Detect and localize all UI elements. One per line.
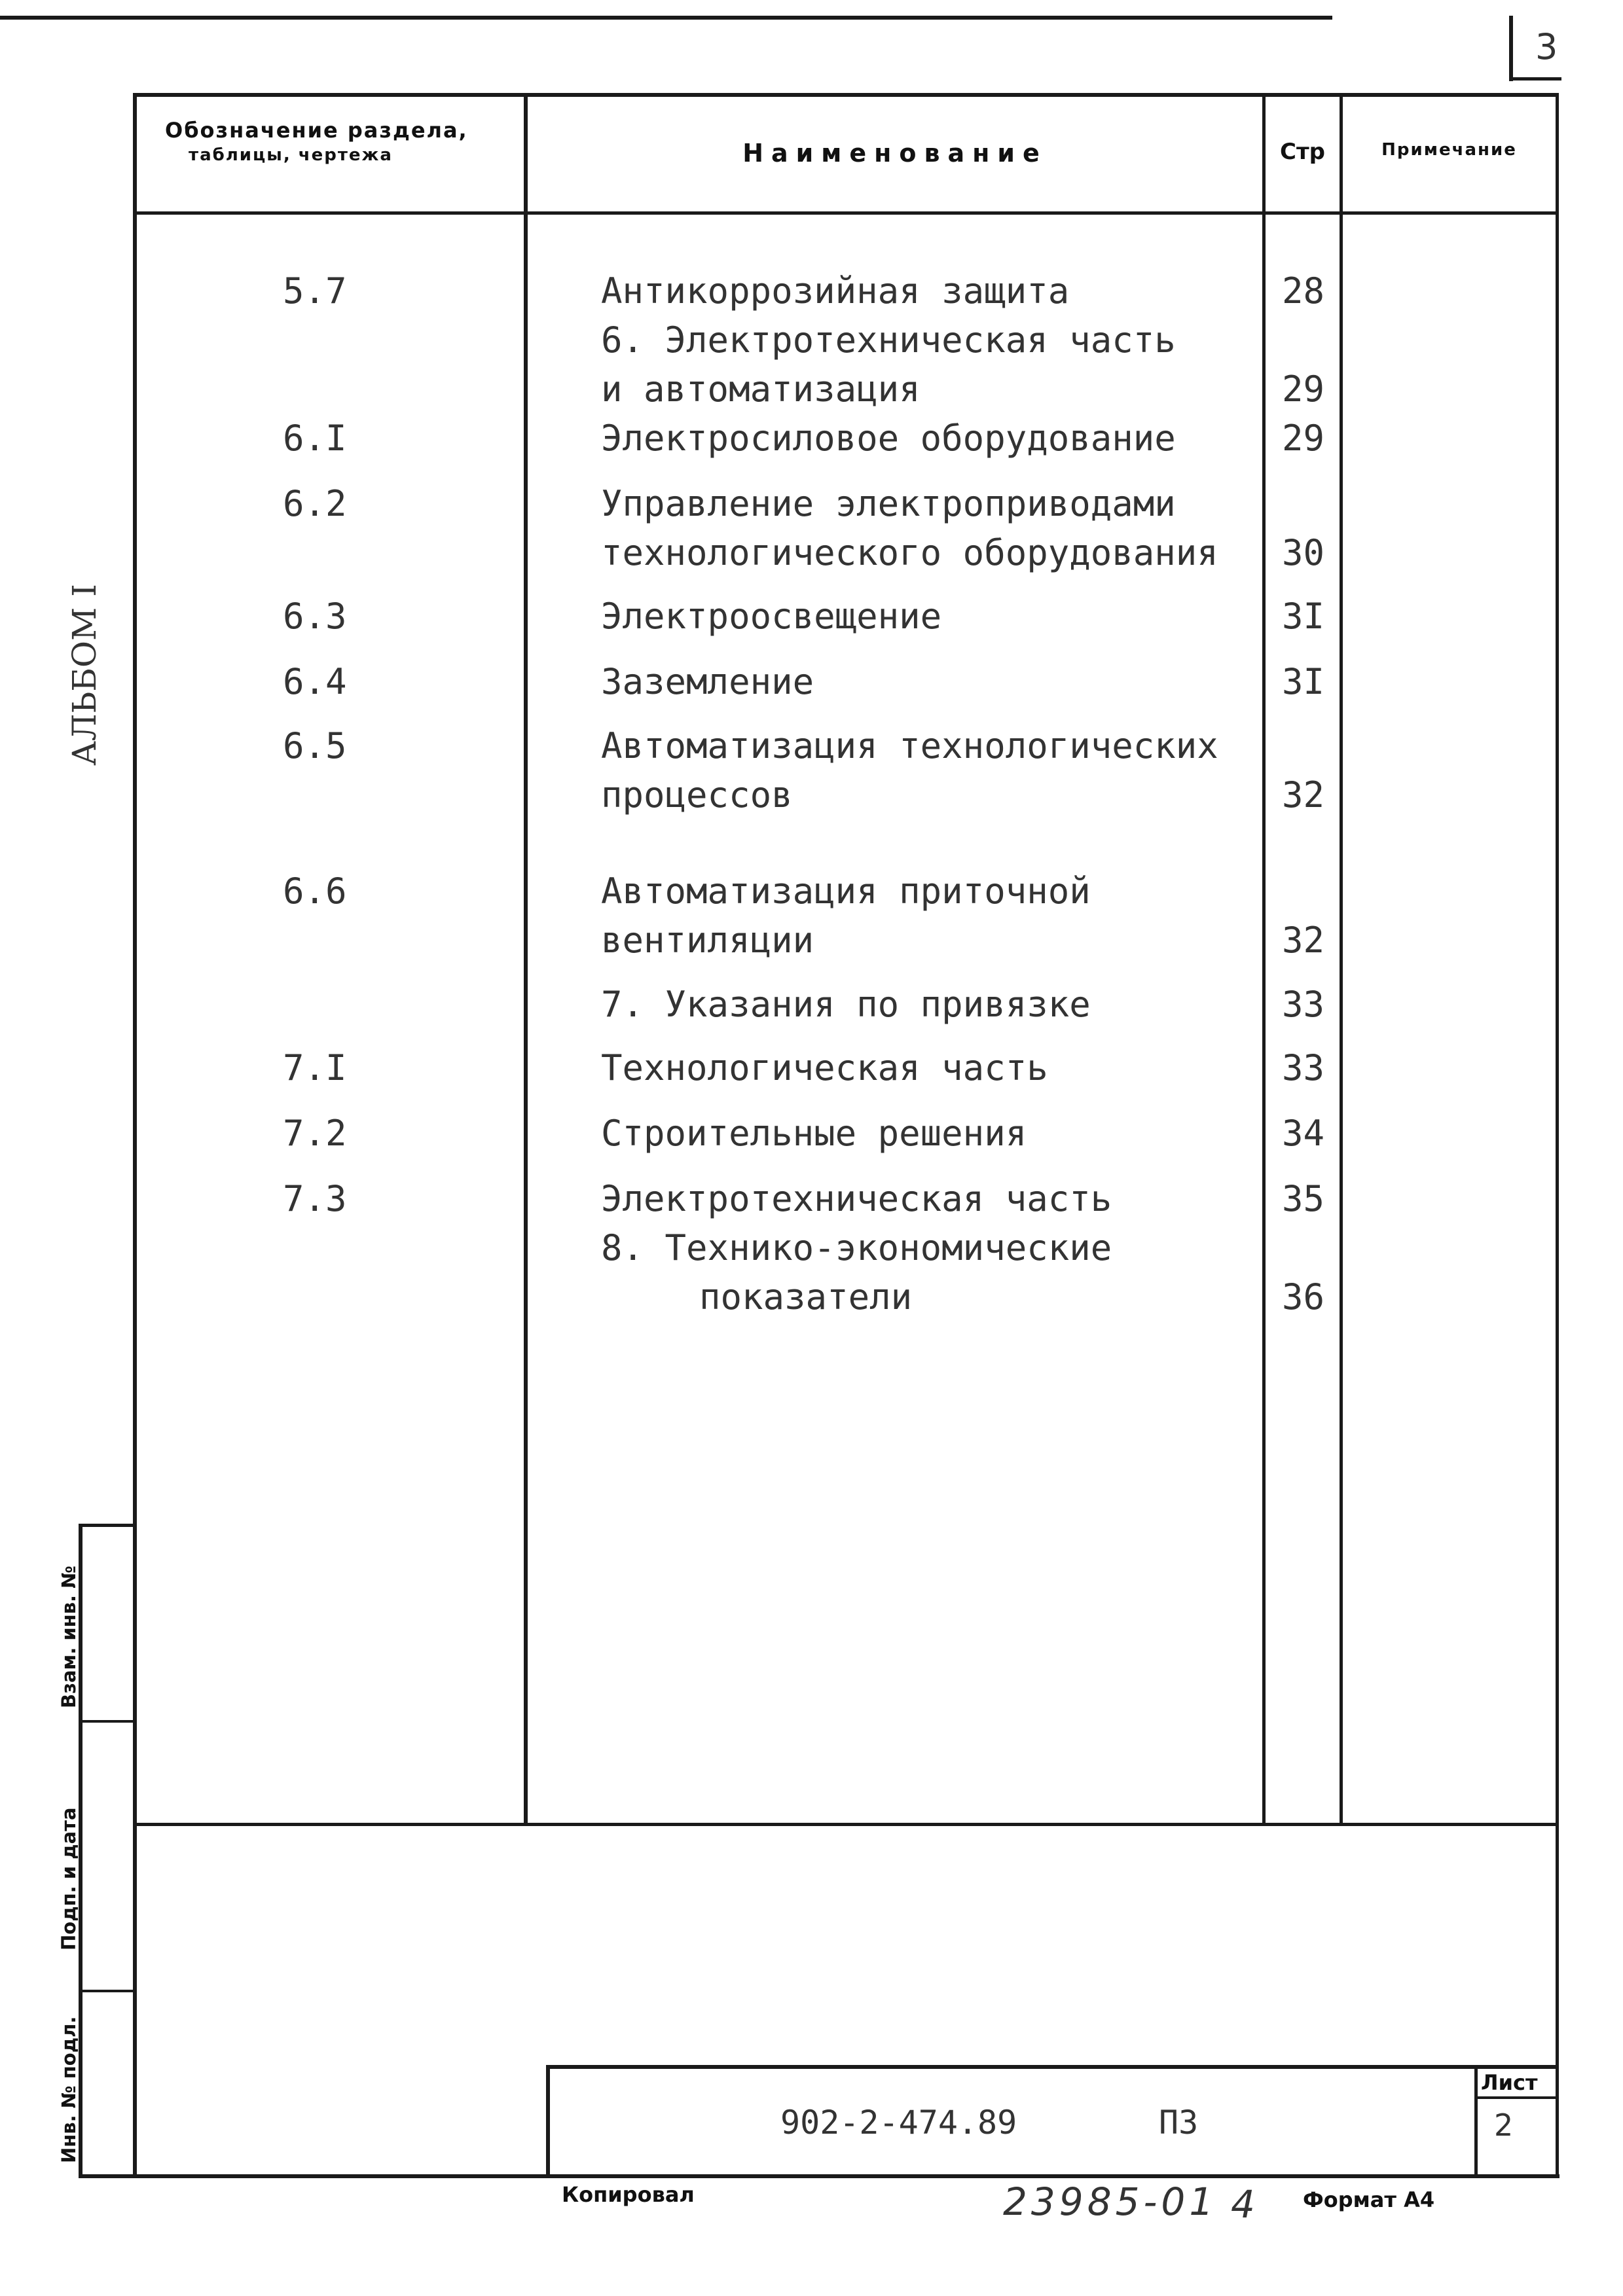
row-line: процессов	[601, 774, 793, 816]
row-line: 8. Технико-экономические	[601, 1227, 1112, 1268]
doc-type: ПЗ	[1159, 2104, 1199, 2142]
stamp-original-inventory: Инв. № подл.	[58, 2016, 80, 2163]
frame-top	[133, 93, 1558, 97]
row-code: 5.7	[283, 270, 347, 312]
row-page: 28	[1282, 270, 1325, 312]
row-page: 33	[1282, 1047, 1325, 1088]
title-block-top	[546, 2065, 1558, 2069]
sheet-label: Лист	[1481, 2070, 1538, 2095]
stamp-signature-date: Подп. и дата	[58, 1807, 80, 1950]
row-line: показатели	[699, 1276, 913, 1318]
header-designation	[165, 118, 519, 165]
title-block-sheet-left	[1474, 2065, 1478, 2176]
row-code: 6.I	[283, 418, 347, 459]
header-page: Стр	[1280, 139, 1325, 165]
row-page: 29	[1282, 368, 1325, 410]
row-line: технологического оборудования	[601, 532, 1218, 573]
row-page: 33	[1282, 984, 1325, 1025]
header-note: Примечание	[1381, 140, 1517, 160]
table-bottom-rule	[133, 1823, 1558, 1826]
row-line: Заземление	[601, 661, 814, 702]
sheet-number: 2	[1494, 2108, 1514, 2143]
row-page: 35	[1282, 1178, 1325, 1219]
col-divider-1	[524, 93, 528, 1826]
header-name: Наименование	[742, 139, 1048, 168]
row-code: 6.5	[283, 725, 347, 766]
row-code: 6.6	[283, 870, 347, 912]
header-bottom-rule	[133, 211, 1558, 215]
title-block-left	[546, 2065, 550, 2176]
row-page: 3I	[1282, 661, 1325, 702]
copied-by-label: Копировал	[562, 2182, 695, 2207]
row-line: вентиляции	[601, 920, 814, 961]
row-line: Автоматизация приточной	[601, 870, 1091, 912]
row-line: и автоматизация	[601, 368, 921, 410]
row-line: Антикоррозийная защита	[601, 270, 1070, 312]
row-code: 7.3	[283, 1178, 347, 1219]
doc-code: 902-2-474.89	[780, 2104, 1017, 2142]
row-code: 7.I	[283, 1047, 347, 1088]
top-rule	[0, 16, 1332, 20]
row-page: 30	[1282, 532, 1325, 573]
stamp-rule-1	[79, 1720, 137, 1723]
format-label: Формат А4	[1303, 2187, 1435, 2212]
page-number-underline	[1509, 77, 1561, 81]
row-page: 32	[1282, 774, 1325, 816]
frame-right	[1556, 93, 1559, 2178]
row-code: 6.2	[283, 483, 347, 524]
row-code: 7.2	[283, 1113, 347, 1154]
row-code: 6.3	[283, 596, 347, 637]
header-designation-line1: Обозначение раздела,	[165, 118, 468, 143]
row-line: Автоматизация технологических	[601, 725, 1218, 766]
stamp-rule-2	[79, 1990, 137, 1992]
page-number-rule	[1509, 16, 1513, 81]
row-line: Технологическая часть	[601, 1047, 1048, 1088]
row-page: 3I	[1282, 596, 1325, 637]
row-line: 7. Указания по привязке	[601, 984, 1091, 1025]
title-block-sheet-rule	[1474, 2096, 1558, 2099]
row-line: Электротехническая часть	[601, 1178, 1112, 1219]
row-line: Электросиловое оборудование	[601, 418, 1176, 459]
frame-left	[133, 93, 137, 2178]
col-divider-3	[1340, 93, 1343, 1826]
page-number: 3	[1535, 26, 1558, 67]
header-designation-line2: таблицы, чертежа	[189, 145, 393, 165]
row-line: Строительные решения	[601, 1113, 1027, 1154]
frame-bottom	[79, 2174, 1559, 2178]
order-extra: 4	[1231, 2182, 1255, 2227]
row-page: 29	[1282, 418, 1325, 459]
row-line: Управление электроприводами	[601, 483, 1176, 524]
stamp-replacement-inventory: Взам. инв. №	[58, 1565, 80, 1708]
row-code: 6.4	[283, 661, 347, 702]
row-page: 34	[1282, 1113, 1325, 1154]
row-line: 6. Электротехническая часть	[601, 319, 1176, 361]
stamp-top-rule	[79, 1524, 137, 1527]
order-number: 23985-01	[1003, 2179, 1218, 2224]
row-line: Электроосвещение	[601, 596, 942, 637]
col-divider-2	[1262, 93, 1266, 1826]
row-page: 32	[1282, 920, 1325, 961]
row-page: 36	[1282, 1276, 1325, 1318]
